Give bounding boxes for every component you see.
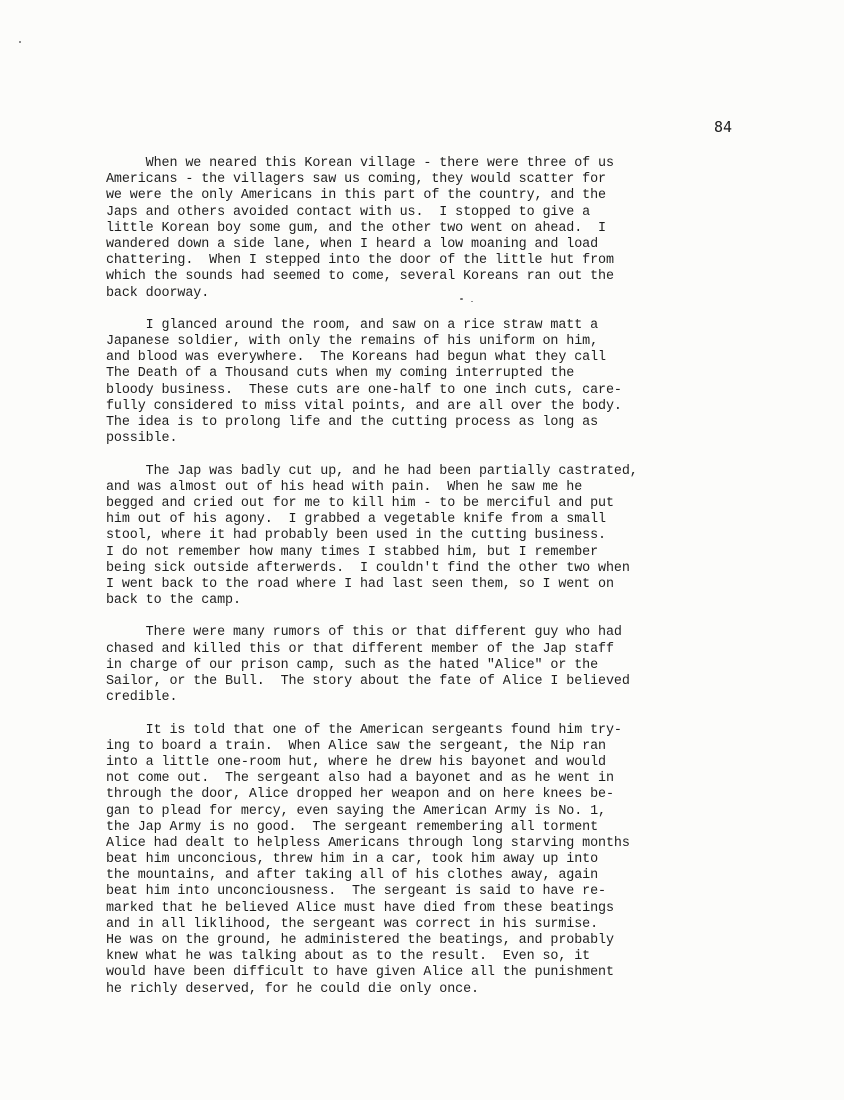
text-line: him out of his agony. I grabbed a vegetable knife from a small xyxy=(106,512,606,528)
text-line: credible. xyxy=(106,690,178,706)
text-line: would have been difficult to have given Alice all the punishment xyxy=(106,965,614,981)
text-line: He was on the ground, he administered the beatings, and probably xyxy=(106,933,614,948)
text-line: beat him into unconciousness. The sergeant is said to have re- xyxy=(106,884,606,900)
text-line: Japanese soldier, with only the remains of his uniform on him, xyxy=(106,334,599,350)
text-line: ing to board a train. When Alice saw the sergeant, the Nip ran xyxy=(106,738,606,754)
paragraph xyxy=(106,318,796,448)
text-line: not come out. The sergeant also had a bayonet and as he went in xyxy=(106,771,614,787)
text-line: we were the only Americans in this part of the country, and the xyxy=(106,188,606,204)
text-line: It is told that one of the American sergeants found him try- xyxy=(106,722,622,738)
text-line: begged and cried out for me to kill him - to be merciful and put xyxy=(106,495,614,511)
text-line: bloody business. These cuts are one-half to one inch cuts, care- xyxy=(106,382,622,398)
paragraph xyxy=(106,464,796,610)
paragraph xyxy=(106,625,796,706)
body-text xyxy=(106,156,796,1014)
paragraph xyxy=(106,723,796,998)
paragraph xyxy=(106,156,796,302)
text-line: I glanced around the room, and saw on a rice straw matt a xyxy=(106,317,599,333)
text-line: which the sounds had seemed to come, several Koreans ran out the xyxy=(106,269,614,285)
text-line: beat him unconcious, threw him in a car, took him away up into xyxy=(106,852,599,868)
text-line: The Death of a Thousand cuts when my coming interrupted the xyxy=(106,366,575,382)
text-line: Alice had dealt to helpless Americans through long starving months xyxy=(106,835,630,851)
text-line: being sick outside afterwerds. I couldn't find the other two when xyxy=(106,560,630,576)
text-line: There were many rumors of this or that different guy who had xyxy=(106,625,622,641)
text-line: fully considered to miss vital points, and are all over the body. xyxy=(106,398,622,414)
text-line: wandered down a side lane, when I heard a low moaning and load xyxy=(106,236,599,252)
text-line: the Jap Army is no good. The sergeant remembering all torment xyxy=(106,819,599,835)
text-line: chased and killed this or that different member of the Jap staff xyxy=(106,641,614,657)
text-line: knew what he was talking about as to the result. Even so, it xyxy=(106,949,591,965)
text-line: little Korean boy some gum, and the other two went on ahead. I xyxy=(106,220,606,236)
text-line: gan to plead for mercy, even saying the American Army is No. 1, xyxy=(106,803,606,819)
scan-speck xyxy=(19,41,21,43)
text-line: back to the camp. xyxy=(106,593,241,609)
text-line: and blood was everywhere. The Koreans had begun what they call xyxy=(106,350,606,366)
text-line: The Jap was badly cut up, and he had been partially castrated, xyxy=(106,463,638,479)
text-line: I do not remember how many times I stabbed him, but I remember xyxy=(106,544,599,560)
text-line: and was almost out of his head with pain. When he saw me he xyxy=(106,479,583,495)
text-line: the mountains, and after taking all of his clothes away, again xyxy=(106,868,599,884)
text-line: Sailor, or the Bull. The story about the fate of Alice I believed xyxy=(106,674,630,689)
text-line: marked that he believed Alice must have died from these beatings xyxy=(106,900,614,916)
text-line: in charge of our prison camp, such as the hated "Alice" or the xyxy=(106,657,599,673)
text-line: and in all liklihood, the sergeant was correct in his surmise. xyxy=(106,916,599,932)
text-line: Americans - the villagers saw us coming, they would scatter for xyxy=(106,172,606,188)
text-line: Japs and others avoided contact with us. I stopped to give a xyxy=(106,204,591,220)
text-line: he richly deserved, for he could die only once. xyxy=(106,981,479,997)
page-number: 84 xyxy=(714,118,733,136)
text-line: through the door, Alice dropped her weapon and on here knees be- xyxy=(106,787,614,803)
text-line: stool, where it had probably been used in the cutting business. xyxy=(106,528,606,544)
text-line: into a little one-room hut, where he drew his bayonet and would xyxy=(106,754,606,770)
text-line: chattering. When I stepped into the door of the little hut from xyxy=(106,253,614,269)
text-line: When we neared this Korean village - there were three of us xyxy=(106,156,614,171)
text-line: I went back to the road where I had last seen them, so I went on xyxy=(106,576,614,592)
text-line: The idea is to prolong life and the cutting process as long as xyxy=(106,415,599,430)
text-line: back doorway. xyxy=(106,285,210,301)
text-line: possible. xyxy=(106,431,178,447)
